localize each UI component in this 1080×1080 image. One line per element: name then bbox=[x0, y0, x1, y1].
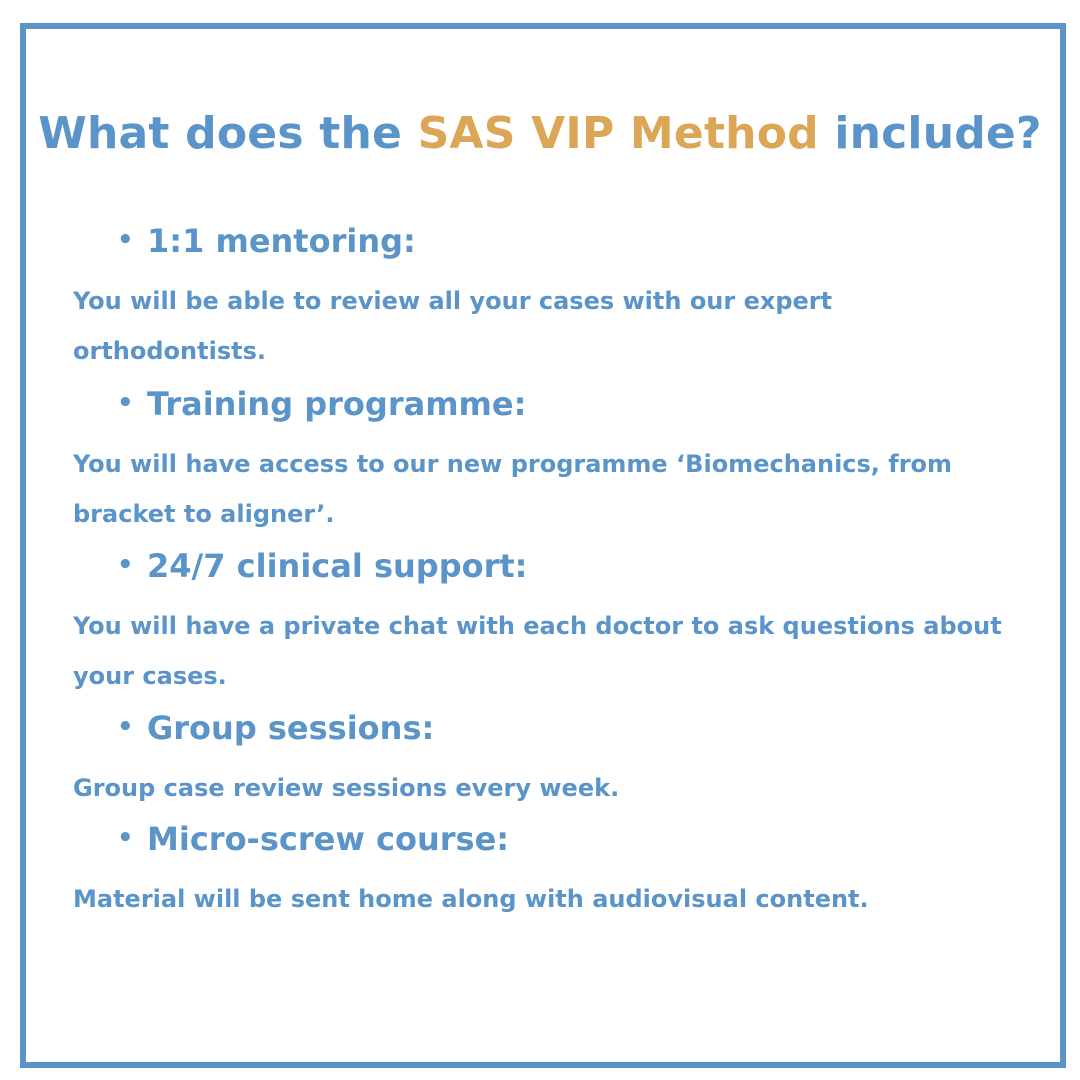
list-item-heading bbox=[117, 385, 526, 423]
page-title bbox=[0, 108, 1080, 159]
list-item-heading bbox=[117, 547, 527, 585]
list-item-heading bbox=[117, 709, 434, 747]
title-suffix: include? bbox=[818, 108, 1042, 159]
list-item-heading-label: Micro-screw course: bbox=[147, 820, 510, 858]
list-item-heading bbox=[117, 222, 416, 260]
list-item-text: Material will be sent home along with audiovisual content. bbox=[73, 885, 869, 913]
list-item-heading-label: 24/7 clinical support: bbox=[147, 547, 528, 585]
list-item-text: Group case review sessions every week. bbox=[73, 774, 620, 802]
list-item-heading-label: Training programme: bbox=[147, 385, 527, 423]
list-item-heading-label: 1:1 mentoring: bbox=[147, 222, 416, 260]
list-item-heading-label: Group sessions: bbox=[147, 709, 435, 747]
bullet-icon: • bbox=[117, 550, 134, 580]
title-prefix: What does the bbox=[38, 108, 418, 159]
list-item-text: You will have access to our new programme ‘Biomechanics, from bracket to aligner’. bbox=[73, 450, 953, 528]
bullet-icon: • bbox=[117, 712, 134, 742]
bullet-icon: • bbox=[117, 823, 134, 853]
title-accent: SAS VIP Method bbox=[417, 108, 819, 159]
list-item-text: You will have a private chat with each doctor to ask questions about your cases. bbox=[73, 612, 1002, 690]
list-item-heading bbox=[117, 820, 509, 858]
list-item-text: You will be able to review all your cases with our expert orthodontists. bbox=[73, 287, 833, 365]
bullet-icon: • bbox=[117, 225, 134, 255]
bullet-icon: • bbox=[117, 388, 134, 418]
